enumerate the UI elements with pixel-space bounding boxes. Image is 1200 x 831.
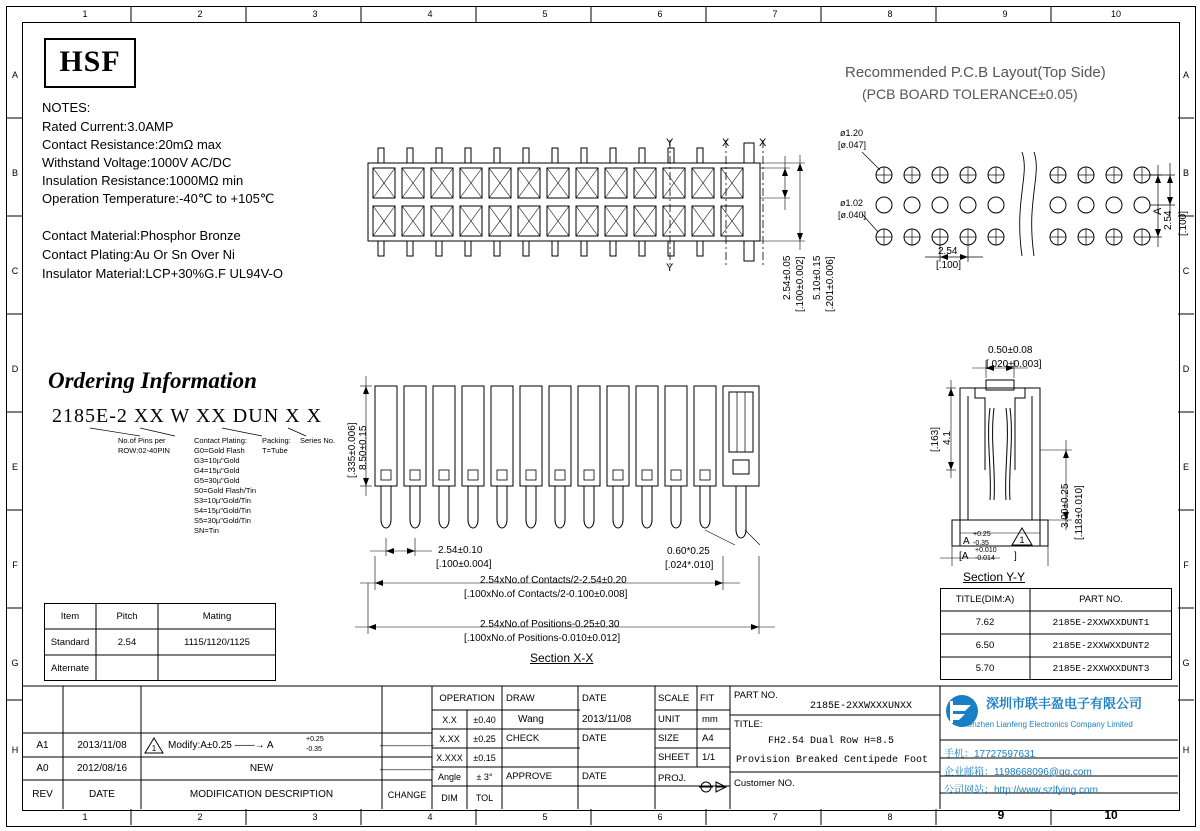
size-label: SIZE <box>658 733 680 744</box>
zone-bottom-9: 9 <box>997 808 1005 822</box>
partno-row-1-dim: 7.62 <box>975 617 995 628</box>
ordering-legend-2-sub-2: G3=10µ"Gold <box>194 456 240 465</box>
company-website: 公司网站：http://www.szlfying.com <box>944 784 1098 796</box>
pcb-hole-big-label: ø1.20 <box>840 128 864 138</box>
sectiony-bottom-inch-end: ] <box>1014 551 1017 562</box>
titleblock-operation-label: OPERATION <box>439 692 495 704</box>
topview-dim-1: 2.54±0.05 <box>782 255 793 300</box>
zone-top-1: 1 <box>82 9 88 19</box>
proj-label: PROJ. <box>658 772 686 784</box>
tol-row-4-tol: ± 3° <box>476 771 493 782</box>
mating-row-1-pitch: 2.54 <box>117 636 137 648</box>
zone-left-a: A <box>11 70 18 80</box>
rev-row-1-rev: A1 <box>36 739 49 751</box>
zone-bottom-4: 4 <box>427 812 433 822</box>
zone-right-d: D <box>1182 364 1190 374</box>
date-label-1: DATE <box>582 692 607 704</box>
sectiony-left: 4.1 <box>942 431 953 445</box>
date-label-3: DATE <box>582 771 607 782</box>
ordering-legend-2-sub-1: G0=Gold Flash <box>194 446 245 455</box>
zone-right-b: B <box>1182 168 1189 178</box>
sectionx-dim2: 2.54xNo.of Positions-0.25±0.30 <box>480 619 620 630</box>
sectiony-bottom-tol-up: +0.25 <box>973 531 991 538</box>
partno-value: 2185E-2XXWXXXUNXX <box>810 700 913 712</box>
sectionx-pitch: 2.54±0.10 <box>438 545 483 556</box>
tol-head-tol: TOL <box>475 792 494 803</box>
fit-label: FIT <box>700 692 715 704</box>
partno-header-title: TITLE(DIM:A) <box>955 594 1015 605</box>
zone-right-a: A <box>1182 70 1189 80</box>
zone-top-2: 2 <box>197 9 203 19</box>
rev-row-1-tol-dn: -0.35 <box>306 746 322 753</box>
zone-left-b: B <box>11 168 18 178</box>
sheet-value: 1/1 <box>702 752 716 763</box>
pcb-pitch-h: 2.54 <box>938 246 958 257</box>
pcb-pitch-h-inch: [.100] <box>936 260 962 271</box>
mating-header-item: Item <box>60 610 80 622</box>
sectiony-top-inch: [.020±0.003] <box>986 359 1042 370</box>
scale-label: SCALE <box>658 692 690 704</box>
zone-right-f: F <box>1183 560 1189 570</box>
sectionx-dim2-inch: [.100xNo.of Positions-0.010±0.012] <box>464 633 621 644</box>
tol-row-4-dim: Angle <box>437 771 462 782</box>
zone-top-6: 6 <box>657 9 663 19</box>
rev-header-date: DATE <box>89 789 115 800</box>
pcb-layout-subtitle: (PCB BOARD TOLERANCE±0.05) <box>862 86 1078 102</box>
zone-right-e: E <box>1182 462 1189 472</box>
ordering-legend-1-head: No.of Pins per <box>118 436 166 445</box>
tol-row-3-tol: ±0.15 <box>473 752 496 763</box>
ordering-legend-2-sub-6: S3=10µ"Gold/Tin <box>194 496 251 505</box>
check-label: CHECK <box>506 733 540 744</box>
sectiony-right: 3.00±0.25 <box>1060 483 1071 528</box>
ordering-legend-2-sub-9: SN=Tin <box>194 526 219 535</box>
unit-value: mm <box>702 714 718 725</box>
sectiony-bottom-inch: [A <box>959 551 969 562</box>
ordering-partcode: 2185E-2 XX W XX DUN X X <box>52 405 323 427</box>
zone-bottom-8: 8 <box>887 812 893 822</box>
topview-dim-2: 5.10±0.15 <box>812 255 823 300</box>
sectionx-dim1-inch: [.100xNo.of Contacts/2-0.100±0.008] <box>464 589 628 600</box>
zone-top-3: 3 <box>312 9 318 19</box>
material-line-1: Contact Material:Phosphor Bronze <box>42 228 241 243</box>
sectionx-pin-inch: [.024*.010] <box>665 560 714 571</box>
rev-row-2-rev: A0 <box>36 763 49 774</box>
mating-row-2-item: Alternate <box>50 662 90 674</box>
notes-line-3: Withstand Voltage:1000V AC/DC <box>42 155 232 170</box>
rev-row-2-date: 2012/08/16 <box>76 763 128 774</box>
sectiony-bottom-tol-dn: -0.35 <box>973 540 989 547</box>
mating-header-mating: Mating <box>202 610 232 622</box>
hsf-logo-text: HSF <box>59 45 121 78</box>
rev-row-1-tol-up: +0.25 <box>306 736 324 743</box>
ordering-legend-2-sub-3: G4=15µ"Gold <box>194 466 240 475</box>
zone-top-7: 7 <box>772 9 778 19</box>
partno-label: PART NO. <box>734 689 778 701</box>
unit-label: UNIT <box>658 714 681 725</box>
sectionx-pin: 0.60*0.25 <box>667 546 710 557</box>
ordering-title: Ordering Information <box>48 368 257 393</box>
notes-line-4: Insulation Resistance:1000MΩ min <box>42 173 244 188</box>
partno-row-3-dim: 5.70 <box>975 663 995 674</box>
partno-row-3-part: 2185E-2XXWXXDUNT3 <box>1052 663 1150 674</box>
rev-header-change: CHANGE <box>387 789 427 800</box>
rev-row-1-change: —————— <box>380 740 434 750</box>
zone-left-h: H <box>11 745 19 755</box>
sectiony-bottom-inch-tol-dn: -0.014 <box>975 555 995 562</box>
ordering-legend-3-sub-1: T=Tube <box>262 446 288 455</box>
sheet-label: SHEET <box>658 752 690 763</box>
zone-top-10: 10 <box>1110 9 1121 19</box>
rev-row-1-desc: Modify:A±0.25 ——→ A <box>168 739 274 751</box>
partno-row-2-part: 2185E-2XXWXXDUNT2 <box>1052 640 1150 651</box>
section-mark-y-top: Y <box>666 137 674 149</box>
approve-label: APPROVE <box>506 771 552 782</box>
rev-header-rev: REV <box>32 789 53 800</box>
zone-bottom-2: 2 <box>197 812 203 822</box>
zone-bottom-6: 6 <box>657 812 663 822</box>
sectiony-top: 0.50±0.08 <box>988 345 1033 356</box>
ordering-legend-2-head: Contact Plating: <box>194 436 247 445</box>
ordering-legend-2-sub-8: S5=30µ"Gold/Tin <box>194 516 251 525</box>
zone-top-9: 9 <box>1002 9 1008 19</box>
tol-row-1-dim: X.X <box>442 714 457 725</box>
partno-row-1-part: 2185E-2XXWXXDUNT1 <box>1052 617 1150 628</box>
topview-dim-1-inch: [.100±0.002] <box>795 256 806 312</box>
size-value: A4 <box>702 733 714 744</box>
zone-left-e: E <box>11 462 18 472</box>
draw-label: DRAW <box>506 692 535 704</box>
zone-bottom-3: 3 <box>312 812 318 822</box>
sectionx-height-inch: [.335±0.006] <box>347 422 358 478</box>
rev-header-desc: MODIFICATION DESCRIPTION <box>189 789 334 800</box>
ordering-legend-4-head: Series No. <box>300 436 336 445</box>
tol-row-1-tol: ±0.40 <box>473 714 496 725</box>
sectiony-bottom-a: A <box>963 536 970 547</box>
material-line-2: Contact Plating:Au Or Sn Over Ni <box>42 247 235 262</box>
zone-top-5: 5 <box>542 9 548 19</box>
section-mark-y-bottom: Y <box>666 262 674 274</box>
sectionx-pitch-inch: [.100±0.004] <box>436 559 492 570</box>
material-line-3: Insulator Material:LCP+30%G.F UL94V-O <box>42 266 283 281</box>
section-mark-x-2: X <box>759 137 767 149</box>
pcb-pitch-v-inch: [.100] <box>1178 210 1189 236</box>
ordering-legend-2-sub-4: G5=30µ"Gold <box>194 476 240 485</box>
sectiony-label: Section Y-Y <box>963 570 1026 584</box>
zone-left-g: G <box>11 658 19 668</box>
sectionx-dim1: 2.54xNo.of Contacts/2-2.54±0.20 <box>480 575 627 586</box>
ordering-legend-2-sub-5: S0=Gold Flash/Tin <box>194 486 257 495</box>
zone-bottom-10: 10 <box>1104 808 1118 822</box>
svg-text:1: 1 <box>1019 535 1025 545</box>
ordering-legend-3-head: Packing: <box>262 436 291 445</box>
tol-row-2-tol: ±0.25 <box>473 733 496 744</box>
rev-row-1-date: 2013/11/08 <box>77 739 127 751</box>
notes-line-1: Rated Current:3.0AMP <box>42 119 174 134</box>
partno-row-2-dim: 6.50 <box>975 640 995 651</box>
mating-row-1-item: Standard <box>50 636 90 648</box>
pcb-layout-title: Recommended P.C.B Layout(Top Side) <box>845 64 1106 81</box>
zone-top-4: 4 <box>427 9 433 19</box>
svg-text:1: 1 <box>151 744 157 753</box>
mating-row-1-mating: 1115/1120/1125 <box>184 636 250 648</box>
pcb-hole-big-inch: [ø.047] <box>838 140 867 150</box>
company-phone: 手机：17727597631 <box>944 748 1036 760</box>
sectiony-right-inch: [.118±0.010] <box>1074 485 1085 540</box>
zone-right-g: G <box>1182 658 1190 668</box>
company-email: 企业邮箱：1198668096@qq.com <box>944 766 1092 778</box>
company-name-en: Shenzhen Lianfeng Electronics Company Limited <box>958 719 1133 729</box>
tol-row-3-dim: X.XXX <box>436 752 463 763</box>
zone-bottom-7: 7 <box>772 812 778 822</box>
zone-left-c: C <box>11 266 19 276</box>
partno-header-part: PART NO. <box>1079 594 1123 605</box>
tol-head-dim: DIM <box>441 792 458 803</box>
notes-heading: NOTES: <box>42 100 91 115</box>
sectiony-bottom-inch-tol-up: +0.010 <box>975 547 997 554</box>
zone-right-c: C <box>1182 266 1190 276</box>
section-mark-x-1: X <box>722 137 730 149</box>
title-line-2: Provision Breaked Centipede Foot <box>736 754 929 766</box>
zone-top-8: 8 <box>887 9 893 19</box>
title-line-1: FH2.54 Dual Row H=8.5 <box>768 735 895 747</box>
company-name-cn: 深圳市联丰盈电子有限公司 <box>986 695 1143 711</box>
pcb-pitch-v: 2.54 <box>1163 210 1174 230</box>
zone-bottom-5: 5 <box>542 812 548 822</box>
customer-label: Customer NO. <box>734 777 795 789</box>
ordering-legend-1-sub-1: ROW:02-40PIN <box>118 446 170 455</box>
sectiony-left-inch: [.163] <box>930 426 941 452</box>
pcb-hole-small-inch: [ø.040] <box>838 210 867 220</box>
date-label-2: DATE <box>582 733 607 744</box>
sectionx-label: Section X-X <box>530 651 594 665</box>
ordering-legend-2-sub-7: S4=15µ"Gold/Tin <box>194 506 251 515</box>
zone-left-d: D <box>11 364 19 374</box>
zone-left-f: F <box>12 560 18 570</box>
pcb-dim-a: A <box>1152 207 1164 215</box>
topview-dim-2-inch: [.201±0.006] <box>825 256 836 312</box>
title-label: TITLE: <box>734 718 763 730</box>
notes-line-5: Operation Temperature:-40℃ to +105℃ <box>42 191 275 206</box>
rev-row-2-desc: NEW <box>249 763 274 774</box>
rev-row-2-change: —————— <box>380 763 434 774</box>
zone-right-h: H <box>1182 745 1190 755</box>
sectionx-height: 8.50±0.15 <box>358 425 369 470</box>
mating-header-pitch: Pitch <box>116 610 138 622</box>
pcb-hole-small-label: ø1.02 <box>840 198 864 208</box>
zone-bottom-1: 1 <box>82 812 88 822</box>
notes-line-2: Contact Resistance:20mΩ max <box>42 137 222 152</box>
date-value-1: 2013/11/08 <box>582 714 632 725</box>
tol-row-2-dim: X.XX <box>439 733 460 744</box>
draw-value: Wang <box>518 714 544 725</box>
